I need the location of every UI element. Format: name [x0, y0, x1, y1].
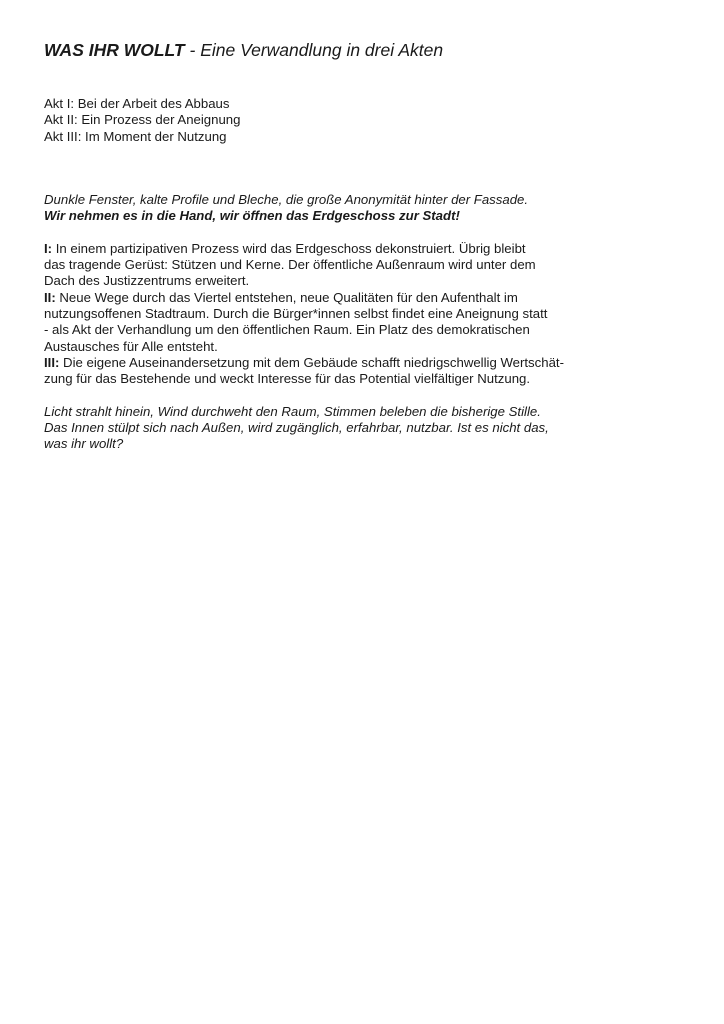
- title-main: WAS IHR WOLLT: [44, 40, 185, 60]
- intro-line: Dunkle Fenster, kalte Profile und Bleche, die große Anonymität hinter der Fassade.: [44, 191, 529, 207]
- section-line: - als Akt der Verhandlung um den öffentlichen Raum. Ein Platz des demokratischen: [44, 322, 530, 338]
- outro-line: Licht strahlt hinein, Wind durchweht den Raum, Stimmen beleben die bisherige Stille.: [44, 403, 541, 419]
- section-line: zung für das Bestehende und weckt Interesse für das Potential vielfältiger Nutzung.: [44, 371, 531, 387]
- act-item: Akt III: Im Moment der Nutzung: [44, 128, 227, 144]
- section-line: [44, 241, 644, 257]
- section-tag: III:: [44, 354, 60, 370]
- outro-line: Das Innen stülpt sich nach Außen, wird zugänglich, erfahrbar, nutzbar. Ist es nicht das,: [44, 420, 549, 436]
- act-item: Akt II: Ein Prozess der Aneignung: [44, 112, 241, 128]
- intro-paragraph: [44, 192, 644, 225]
- section-text: Neue Wege durch das Viertel entstehen, neue Qualitäten für den Aufenthalt im: [55, 289, 518, 305]
- title-separator: -: [184, 40, 201, 60]
- section-tag: I:: [44, 240, 53, 256]
- title-subtitle: Eine Verwandlung in drei Akten: [200, 40, 444, 60]
- section-text: Die eigene Auseinandersetzung mit dem Gebäude schafft niedrigschwellig Wertschät-: [59, 354, 564, 370]
- outro-line: was ihr wollt?: [44, 436, 124, 452]
- section-line: [44, 355, 644, 371]
- act-item: Akt I: Bei der Arbeit des Abbaus: [44, 96, 230, 111]
- intro-emphasis-line: Wir nehmen es in die Hand, wir öffnen das Erdgeschoss zur Stadt!: [44, 208, 460, 224]
- section-tag: II:: [44, 289, 56, 305]
- document-page: [44, 38, 644, 453]
- document-title: [44, 38, 644, 62]
- section-line: Dach des Justizzentrums erweitert.: [44, 273, 250, 289]
- acts-list: [44, 96, 644, 145]
- section-line: [44, 290, 644, 306]
- sections-paragraph: [44, 241, 644, 388]
- section-line: Austausches für Alle entsteht.: [44, 338, 218, 354]
- section-text: In einem partizipativen Prozess wird das Erdgeschoss dekonstruiert. Übrig bleibt: [52, 240, 526, 256]
- section-line: das tragende Gerüst: Stützen und Kerne. Der öffentliche Außenraum wird unter dem: [44, 257, 536, 273]
- outro-paragraph: [44, 404, 644, 453]
- section-line: nutzungsoffenen Stadtraum. Durch die Bürger*innen selbst findet eine Aneignung statt: [44, 305, 548, 321]
